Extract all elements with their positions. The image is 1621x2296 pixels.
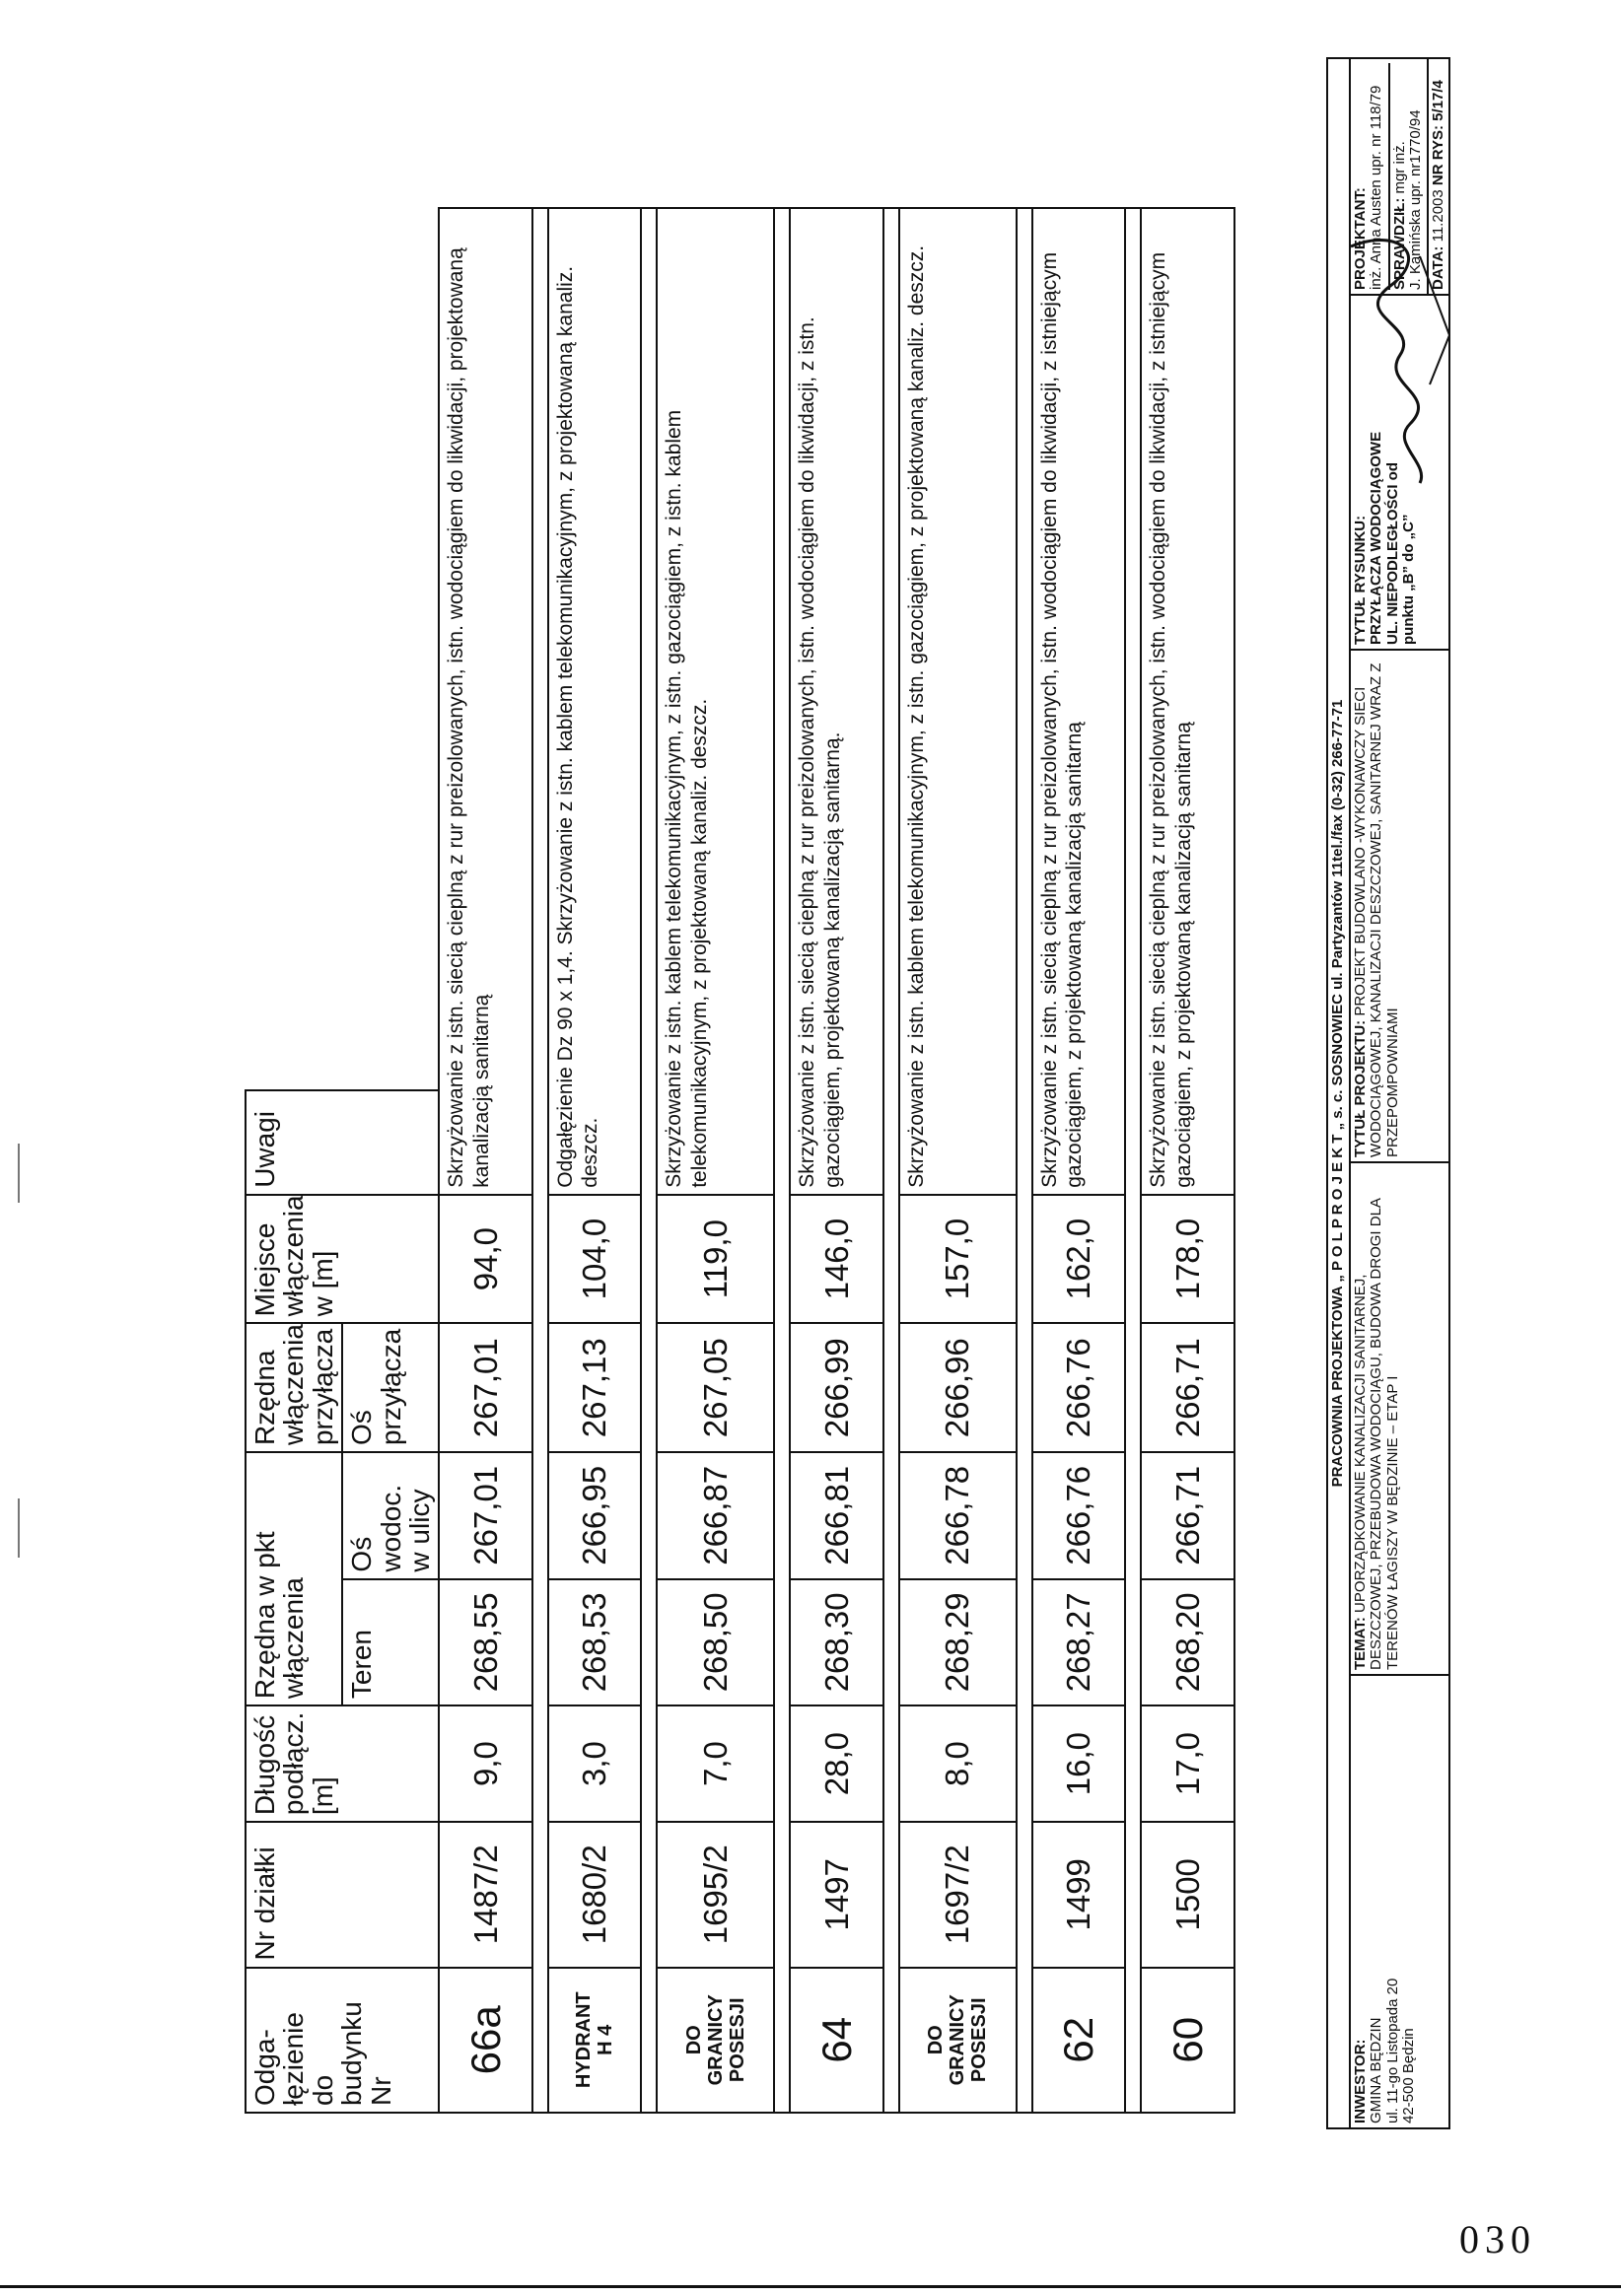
row-uwagi: Skrzyżowanie z istn. kablem telekomunikacyjnym, z istn. gazociągiem, z istn. kablem telekomunikacyjnym, z projektowaną kanaliz. deszcz. <box>657 208 774 1195</box>
connections-table <box>245 207 1235 2114</box>
table-row <box>899 208 1017 2113</box>
data-label: DATA: <box>1429 245 1446 290</box>
nr-rys-value: 5/17/4 <box>1429 80 1446 121</box>
row-label: 62 <box>1032 1968 1126 2113</box>
tytul-rysunku-label: TYTUŁ RYSUNKU: <box>1351 515 1369 645</box>
row-os-przylacza: 266,96 <box>899 1323 1017 1452</box>
tytul-projektu-label: TYTUŁ PROJEKTU: <box>1351 1019 1369 1157</box>
row-separator-cell <box>641 208 657 2113</box>
water-connections-table <box>245 207 1235 2114</box>
row-separator <box>774 208 790 2113</box>
table-row <box>657 208 774 2113</box>
table-row <box>1141 208 1234 2113</box>
row-dzialka: 1499 <box>1032 1822 1126 1967</box>
row-label: 64 <box>790 1968 883 2113</box>
row-dlugosc: 3,0 <box>548 1705 642 1822</box>
header-miejsce: Miejsce włączenia w [m] <box>246 1195 439 1324</box>
row-dlugosc: 17,0 <box>1141 1705 1234 1822</box>
sprawdzil-label: SPRAWDZIŁ: <box>1390 197 1408 290</box>
row-miejsce: 157,0 <box>899 1195 1017 1324</box>
header-uwagi: Uwagi <box>246 1090 439 1194</box>
projektant-text: inż. Anna Austen upr. nr 118/79 <box>1368 85 1384 290</box>
table-row <box>1032 208 1126 2113</box>
header-os-wodoc: Oś wodoc. w ulicy <box>342 1452 439 1579</box>
row-label: 66a <box>439 1968 532 2113</box>
scan-edge-line <box>0 2285 1621 2288</box>
row-dlugosc: 9,0 <box>439 1705 532 1822</box>
row-label: 60 <box>1141 1968 1234 2113</box>
row-miejsce: 162,0 <box>1032 1195 1126 1324</box>
row-separator <box>883 208 899 2113</box>
row-teren: 268,30 <box>790 1579 883 1706</box>
table-row <box>790 208 883 2113</box>
row-uwagi: Skrzyżowanie z istn. siecią cieplną z rur preizolowanych, istn. wodociągiem do likwidacji, projektowaną kanalizacją sanitarną <box>439 208 532 1195</box>
inwestor-text: GMINA BĘDZIN ul. 11-go Listopada 20 42-500 Będzin <box>1368 1978 1417 2123</box>
inwestor-label: INWESTOR: <box>1351 2039 1369 2123</box>
row-os-przylacza: 267,13 <box>548 1323 642 1452</box>
row-dzialka: 1695/2 <box>657 1822 774 1967</box>
header-rzedna-pkt: Rzędna w pkt włączenia <box>246 1452 342 1705</box>
row-label: DO GRANICY POSESJI <box>899 1968 1017 2113</box>
row-dzialka: 1500 <box>1141 1822 1234 1967</box>
row-separator-cell <box>774 208 790 2113</box>
row-separator <box>1017 208 1032 2113</box>
row-os-przylacza: 266,71 <box>1141 1323 1234 1452</box>
row-os-wodoc: 266,81 <box>790 1452 883 1579</box>
row-dlugosc: 7,0 <box>657 1705 774 1822</box>
row-os-wodoc: 266,78 <box>899 1452 1017 1579</box>
row-separator-cell <box>883 208 899 2113</box>
sprawdzil-text: mgr inż. J. Kamińska upr. nr1770/94 <box>1390 109 1424 290</box>
scan-mark <box>18 1144 20 1203</box>
table-body <box>439 208 1234 2113</box>
row-os-wodoc: 266,95 <box>548 1452 642 1579</box>
row-dzialka: 1697/2 <box>899 1822 1017 1967</box>
row-miejsce: 94,0 <box>439 1195 532 1324</box>
row-os-wodoc: 266,76 <box>1032 1452 1126 1579</box>
row-os-przylacza: 267,05 <box>657 1323 774 1452</box>
temat-cell <box>1350 1162 1450 1675</box>
row-dzialka: 1487/2 <box>439 1822 532 1967</box>
row-uwagi: Skrzyżowanie z istn. siecią cieplną z rur preizolowanych, istn. wodociągiem do likwidacji, z istniejącym gazociągiem, z projektowaną kanalizacją sanitarną <box>1141 208 1234 1195</box>
row-miejsce: 104,0 <box>548 1195 642 1324</box>
row-separator-cell <box>1017 208 1032 2113</box>
row-teren: 268,55 <box>439 1579 532 1706</box>
nr-rys-label: NR RYS: <box>1429 124 1446 186</box>
header-odgalezienie: Odga- łęzienie do budynku Nr <box>246 1968 439 2113</box>
row-teren: 268,53 <box>548 1579 642 1706</box>
scan-mark <box>18 1498 20 1558</box>
row-os-wodoc: 266,71 <box>1141 1452 1234 1579</box>
row-os-przylacza: 266,76 <box>1032 1323 1126 1452</box>
header-row-1 <box>246 208 342 2113</box>
temat-text: UPORZĄDKOWANIE KANALIZACJI SANITARNEJ, DESZCZOWEJ, PRZEBUDOWA WODOCIĄGU, BUDOWA DROGI DLA TERENÓW ŁAGISZY W BĘDZINIE – ETAP I <box>1351 1198 1401 1670</box>
tytul-rysunku-text: PRZYŁĄCZA WODOCIĄGOWE UL. NIEPODLEGŁOŚCI od punktu „B” do „C” <box>1368 431 1417 645</box>
row-separator-cell <box>1125 208 1141 2113</box>
row-os-wodoc: 267,01 <box>439 1452 532 1579</box>
row-dlugosc: 8,0 <box>899 1705 1017 1822</box>
header-nr-dzialki: Nr działki <box>246 1822 439 1967</box>
header-rzedna-wl: Rzędna włączenia przyłącza <box>246 1323 342 1452</box>
row-os-wodoc: 266,87 <box>657 1452 774 1579</box>
row-dlugosc: 28,0 <box>790 1705 883 1822</box>
inwestor-cell <box>1350 1675 1450 2128</box>
header-teren: Teren <box>342 1579 439 1706</box>
data-value: 11.2003 <box>1429 189 1446 243</box>
row-os-przylacza: 266,99 <box>790 1323 883 1452</box>
row-label: HYDRANT H 4 <box>548 1968 642 2113</box>
row-miejsce: 119,0 <box>657 1195 774 1324</box>
row-uwagi: Skrzyżowanie z istn. siecią cieplną z rur preizolowanych, istn. wodociągiem do likwidacji, z istniejącym gazociągiem, z projektowaną kanalizacją sanitarną <box>1032 208 1126 1195</box>
header-dlugosc: Długość podłącz. [m] <box>246 1705 439 1822</box>
row-separator <box>641 208 657 2113</box>
row-uwagi: Skrzyżowanie z istn. siecią cieplną z rur preizolowanych, istn. wodociągiem do likwidacji, z istn. gazociągiem, projektowaną kanalizacją sanitarną. <box>790 208 883 1195</box>
tytul-projektu-text: PROJEKT BUDOWLANO -WYKONAWCZY SIECI WODOCIĄGOWEJ, KANALIZACJI DESZCZOWEJ, SANITARNEJ WRAZ Z PRZEPOMPOWNIAMI <box>1351 662 1401 1157</box>
row-miejsce: 146,0 <box>790 1195 883 1324</box>
row-separator <box>532 208 548 2113</box>
temat-label: TEMAT: <box>1351 1617 1369 1670</box>
projektant-label: PROJEKTANT: <box>1351 187 1369 290</box>
row-teren: 268,50 <box>657 1579 774 1706</box>
header-os-przylacza: Oś przyłącza <box>342 1323 439 1452</box>
row-label: DO GRANICY POSESJI <box>657 1968 774 2113</box>
page-number: 030 <box>1459 2217 1536 2261</box>
row-os-przylacza: 267,01 <box>439 1323 532 1452</box>
row-dzialka: 1680/2 <box>548 1822 642 1967</box>
row-miejsce: 178,0 <box>1141 1195 1234 1324</box>
row-separator-cell <box>532 208 548 2113</box>
table-row <box>548 208 642 2113</box>
row-teren: 268,20 <box>1141 1579 1234 1706</box>
signature-scribble <box>1311 217 1469 493</box>
row-uwagi: Odgałęzienie Dz 90 x 1,4. Skrzyżowanie z istn. kablem telekomunikacyjnym, z projektowaną kanaliz. deszcz. <box>548 208 642 1195</box>
row-uwagi: Skrzyżowanie z istn. kablem telekomunikacyjnym, z istn. gazociągiem, z projektowaną kanaliz. deszcz. <box>899 208 1017 1195</box>
office-header: PRACOWNIA PROJEKTOWA „ P O L P R O J E K T „ s. c. SOSNOWIEC ul. Partyzantów 11tel./fax (0-32) 266-77-71 <box>1327 58 1350 2128</box>
row-dlugosc: 16,0 <box>1032 1705 1126 1822</box>
tytul-projektu-cell <box>1350 650 1450 1162</box>
row-teren: 268,27 <box>1032 1579 1126 1706</box>
row-separator <box>1125 208 1141 2113</box>
row-teren: 268,29 <box>899 1579 1017 1706</box>
row-dzialka: 1497 <box>790 1822 883 1967</box>
table-row <box>439 208 532 2113</box>
